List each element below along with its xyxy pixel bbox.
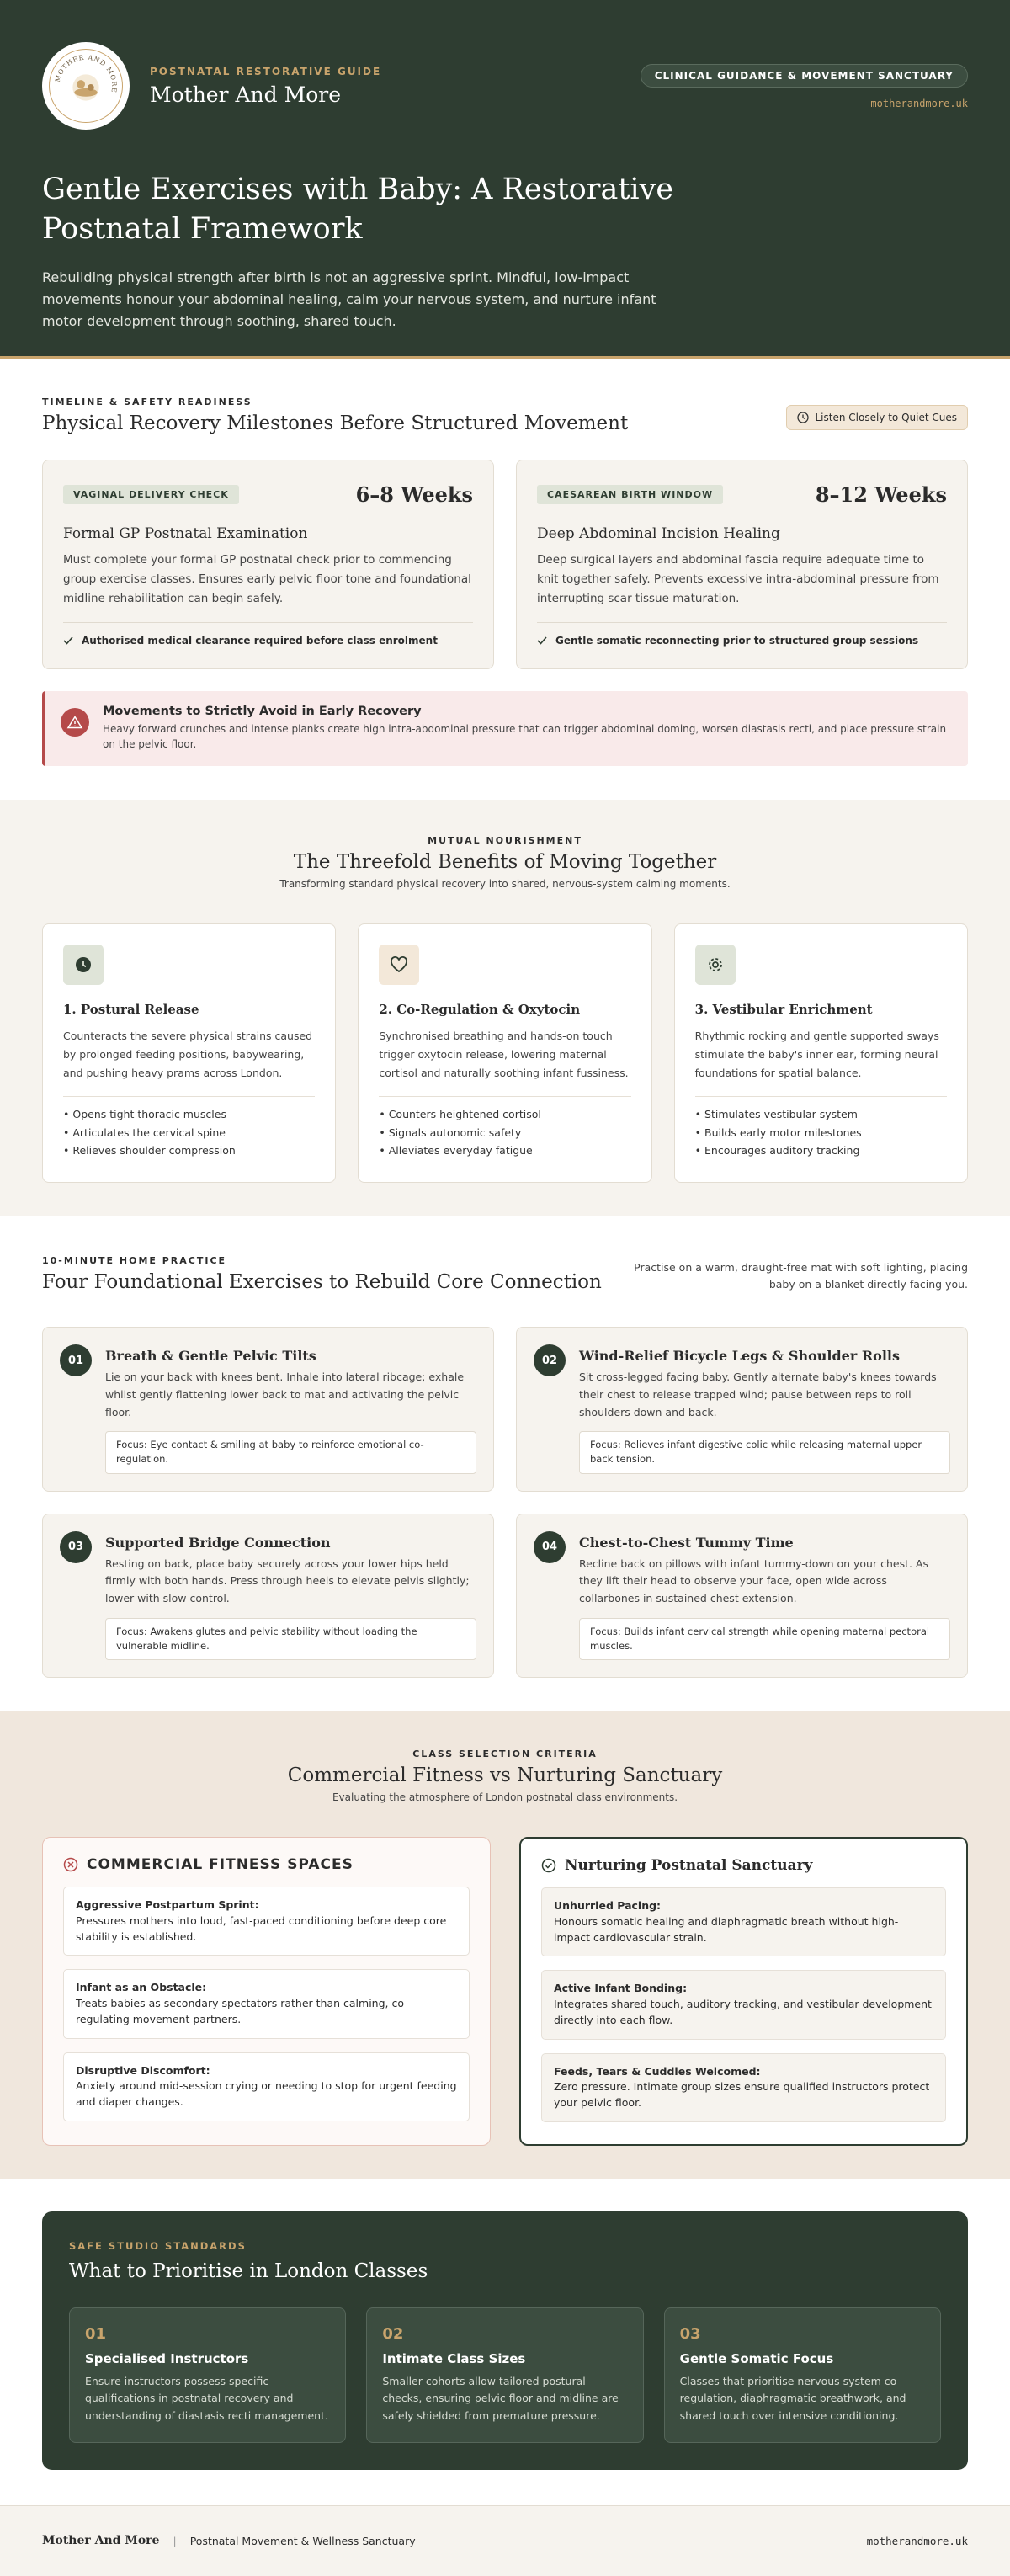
- item-text: Treats babies as secondary spectators rather than calming, co-regulating movement partners.: [76, 1997, 408, 2025]
- list-item: • Signals autonomic safety: [379, 1124, 630, 1142]
- milestone-weeks: 6–8 Weeks: [355, 482, 473, 507]
- commercial-item: [63, 2052, 470, 2121]
- check-icon: [63, 636, 73, 645]
- milestone-card: [42, 460, 494, 669]
- exercise-card: [516, 1514, 968, 1678]
- milestone-footer-text: Gentle somatic reconnecting prior to structured group sessions: [556, 634, 919, 647]
- heart-icon: [379, 945, 419, 985]
- milestone-footer: [63, 622, 473, 647]
- milestone-title: Deep Abdominal Incision Healing: [537, 525, 780, 542]
- benefit-title: 1. Postural Release: [63, 1002, 199, 1017]
- benefit-text: Synchronised breathing and hands-on touch trigger oxytocin release, lowering maternal cortisol and naturally soothing infant fussiness.: [379, 1030, 629, 1079]
- guidance-pill: CLINICAL GUIDANCE & MOVEMENT SANCTUARY: [641, 64, 968, 88]
- benefit-card: [674, 923, 968, 1183]
- list-item: • Opens tight thoracic muscles: [63, 1105, 315, 1124]
- item-title: Disruptive Discomfort:: [76, 2063, 210, 2077]
- milestone-tag: CAESAREAN BIRTH WINDOW: [537, 485, 723, 504]
- milestone-text: Must complete your formal GP postnatal check prior to commencing group exercise classes. Ensures early pelvic floor tone and foundational midline rehabilitation can begin safely.: [63, 553, 471, 605]
- comparison-label: CLASS SELECTION CRITERIA: [412, 1748, 598, 1759]
- check-icon: [537, 636, 547, 645]
- check-circle-icon: [541, 1858, 556, 1873]
- exercise-number: 04: [534, 1531, 566, 1563]
- item-text: Zero pressure. Intimate group sizes ensure qualified instructors protect your pelvic floor.: [554, 2080, 930, 2109]
- milestone-text: Deep surgical layers and abdominal fascia require adequate time to knit together safely. Prevents excessive intra-abdominal pressure from interrupting scar tissue maturation.: [537, 553, 939, 605]
- hero-right: [641, 64, 968, 109]
- standard-title: Intimate Class Sizes: [382, 2350, 526, 2366]
- exercises-note: Practise on a warm, draught-free mat with soft lighting, placing baby on a blanket directly facing you.: [634, 1261, 968, 1291]
- footer-brand: Mother And More: [42, 2534, 160, 2548]
- exercise-number: 02: [534, 1344, 566, 1376]
- footer-site-link[interactable]: motherandmore.uk: [866, 2534, 968, 2547]
- gear-icon: [695, 945, 736, 985]
- exercise-card: [42, 1514, 494, 1678]
- exercises-label: 10-MINUTE HOME PRACTICE: [42, 1255, 227, 1267]
- sanctuary-panel: [519, 1837, 968, 2146]
- milestones-title: Physical Recovery Milestones Before Structured Movement: [42, 412, 629, 434]
- benefits-label: MUTUAL NOURISHMENT: [428, 835, 582, 846]
- exercise-title: Breath & Gentle Pelvic Tilts: [105, 1348, 316, 1365]
- intro-text: Rebuilding physical strength after birth is not an aggressive sprint. Mindful, low-impact movements honour your abdominal healing, calm your nervous system, and nurture infant motor development through soothing, shared touch.: [42, 269, 656, 330]
- logo-ring-text: [50, 49, 122, 123]
- standard-text: Ensure instructors possess specific qualifications in postnatal recovery and understanding of diastasis recti management.: [85, 2374, 328, 2422]
- standard-title: Gentle Somatic Focus: [679, 2350, 834, 2366]
- benefit-card: [358, 923, 651, 1183]
- standard-number: 02: [382, 2324, 404, 2343]
- logo[interactable]: [42, 42, 130, 130]
- benefit-title: 2. Co-Regulation & Oxytocin: [379, 1002, 581, 1017]
- benefits-section: [0, 800, 1010, 1216]
- comparison-subtitle: Evaluating the atmosphere of London postnatal class environments.: [332, 1791, 678, 1803]
- list-item: • Counters heightened cortisol: [379, 1105, 630, 1124]
- item-text: Integrates shared touch, auditory tracking, and vestibular development directly into each flow.: [554, 1998, 932, 2026]
- milestone-footer: [537, 622, 947, 647]
- exercise-focus: Focus: Builds infant cervical strength while opening maternal pectoral muscles.: [579, 1618, 950, 1661]
- item-title: Infant as an Obstacle:: [76, 1981, 207, 1994]
- exercise-text: Resting on back, place baby securely across your lower hips held firmly with both hands. Press through heels to elevate pelvis slightly; lower with slow control.: [105, 1557, 470, 1605]
- sanctuary-item: [541, 1970, 946, 2039]
- exercise-title: Supported Bridge Connection: [105, 1534, 331, 1551]
- milestone-footer-text: Authorised medical clearance required before class enrolment: [82, 634, 438, 647]
- exercises-section: [0, 1216, 1010, 1711]
- close-circle-icon: [63, 1857, 78, 1872]
- milestone-card: [516, 460, 968, 669]
- exercise-card: [516, 1327, 968, 1491]
- exercise-number: 03: [60, 1531, 92, 1563]
- warning-text: Heavy forward crunches and intense planks create high intra-abdominal pressure that can trigger abdominal doming, worsen diastasis recti, and place pressure strain on the pelvic floor.: [103, 722, 947, 751]
- milestone-title: Formal GP Postnatal Examination: [63, 525, 308, 542]
- benefit-card: [42, 923, 336, 1183]
- list-item: • Encourages auditory tracking: [695, 1142, 947, 1160]
- exercise-card: [42, 1327, 494, 1491]
- list-item: • Alleviates everyday fatigue: [379, 1142, 630, 1160]
- comparison-section: [0, 1711, 1010, 2179]
- list-item: • Articulates the cervical spine: [63, 1124, 315, 1142]
- commercial-heading: [63, 1856, 470, 1873]
- commercial-panel: [42, 1837, 491, 2146]
- footer-tagline: Postnatal Movement & Wellness Sanctuary: [189, 2534, 416, 2547]
- footer-separator: |: [173, 2534, 177, 2547]
- standard-card: [366, 2307, 643, 2443]
- exercise-focus: Focus: Eye contact & smiling at baby to reinforce emotional co-regulation.: [105, 1431, 476, 1474]
- benefit-list: [63, 1096, 315, 1161]
- item-title: Active Infant Bonding:: [554, 1982, 688, 1995]
- standards-panel: [42, 2211, 968, 2470]
- list-item: • Builds early motor milestones: [695, 1124, 947, 1142]
- exercise-title: Wind-Relief Bicycle Legs & Shoulder Rolls: [579, 1348, 900, 1365]
- exercise-text: Sit cross-legged facing baby. Gently alternate baby's knees towards their chest to release trapped wind; pause between reps to roll shoulders down and back.: [579, 1370, 937, 1418]
- warning-title: Movements to Strictly Avoid in Early Recovery: [103, 704, 422, 718]
- standards-section: [0, 2179, 1010, 2505]
- brand-eyebrow: POSTNATAL RESTORATIVE GUIDE: [150, 65, 382, 77]
- exercise-title: Chest-to-Chest Tummy Time: [579, 1534, 794, 1551]
- benefit-list: [379, 1096, 630, 1161]
- standard-number: 01: [85, 2324, 107, 2343]
- quiet-cues-badge: [786, 405, 969, 430]
- avoid-warning: [42, 691, 968, 766]
- milestones-section: [0, 359, 1010, 800]
- standards-label: SAFE STUDIO STANDARDS: [69, 2239, 247, 2252]
- sanctuary-item: [541, 1887, 946, 1956]
- hero-header: [0, 0, 1010, 359]
- milestones-label: TIMELINE & SAFETY READINESS: [42, 397, 252, 407]
- footer: [0, 2505, 1010, 2576]
- svg-text:MOTHER AND MORE: MOTHER AND MORE: [53, 53, 119, 94]
- standard-text: Smaller cohorts allow tailored postural checks, ensuring pelvic floor and midline are safely shielded from premature pressure.: [382, 2374, 619, 2422]
- standard-card: [69, 2307, 346, 2443]
- exercises-title: Four Foundational Exercises to Rebuild Core Connection: [42, 1271, 602, 1294]
- item-title: Aggressive Postpartum Sprint:: [76, 1898, 259, 1911]
- logo-emblem: [49, 49, 123, 123]
- benefits-subtitle: Transforming standard physical recovery into shared, nervous-system calming moments.: [279, 878, 731, 890]
- benefit-text: Counteracts the severe physical strains caused by prolonged feeding positions, babywearing, and pushing heavy prams across London.: [63, 1030, 313, 1079]
- quiet-cues-label: Listen Closely to Quiet Cues: [815, 412, 957, 423]
- commercial-item: [63, 1887, 470, 1956]
- list-item: • Relieves shoulder compression: [63, 1142, 315, 1160]
- item-text: Honours somatic healing and diaphragmatic breath without high-impact cardiovascular strain.: [554, 1914, 899, 1944]
- commercial-item: [63, 1969, 470, 2038]
- sanctuary-item: [541, 2053, 946, 2122]
- item-text: Anxiety around mid-session crying or needing to stop for urgent feeding and diaper changes.: [76, 2079, 457, 2108]
- warning-icon: [61, 708, 89, 737]
- standard-card: [664, 2307, 941, 2443]
- item-text: Pressures mothers into loud, fast-paced conditioning before deep core stability is established.: [76, 1913, 447, 1943]
- milestone-weeks: 8–12 Weeks: [815, 482, 947, 507]
- exercise-focus: Focus: Awakens glutes and pelvic stability without loading the vulnerable midline.: [105, 1618, 476, 1661]
- item-title: Feeds, Tears & Cuddles Welcomed:: [554, 2064, 761, 2078]
- standard-number: 03: [679, 2324, 701, 2343]
- site-link[interactable]: motherandmore.uk: [870, 98, 968, 109]
- exercise-focus: Focus: Relieves infant digestive colic while releasing maternal upper back tension.: [579, 1431, 950, 1474]
- standard-title: Specialised Instructors: [85, 2350, 249, 2366]
- benefit-text: Rhythmic rocking and gentle supported sways stimulate the baby's inner ear, forming neural foundations for spatial balance.: [694, 1030, 939, 1079]
- item-title: Unhurried Pacing:: [554, 1899, 662, 1912]
- page-title: Gentle Exercises with Baby: A Restorative Postnatal Framework: [42, 173, 674, 247]
- brand-name: Mother And More: [150, 82, 341, 107]
- exercise-number: 01: [60, 1344, 92, 1376]
- benefit-list: [695, 1096, 947, 1161]
- comparison-title: Commercial Fitness vs Nurturing Sanctuary: [287, 1764, 723, 1786]
- list-item: • Stimulates vestibular system: [695, 1105, 947, 1124]
- exercise-text: Lie on your back with knees bent. Inhale into lateral ribcage; exhale whilst gently flattening lower back to mat and activating the pelvic floor.: [105, 1370, 465, 1418]
- exercise-text: Recline back on pillows with infant tummy-down on your chest. As they lift their head to observe your face, open wide across collarbones in sustained chest extension.: [579, 1557, 928, 1605]
- standard-text: Classes that prioritise nervous system co-regulation, diaphragmatic breathwork, and shared touch over intensive conditioning.: [679, 2374, 906, 2422]
- clock-icon: [63, 945, 104, 985]
- benefits-title: The Threefold Benefits of Moving Together: [293, 851, 717, 873]
- sanctuary-heading: [541, 1857, 946, 1874]
- standards-title: What to Prioritise in London Classes: [69, 2259, 428, 2282]
- benefit-title: 3. Vestibular Enrichment: [694, 1002, 873, 1017]
- milestone-tag: VAGINAL DELIVERY CHECK: [63, 485, 239, 504]
- sanctuary-title: Nurturing Postnatal Sanctuary: [565, 1857, 813, 1874]
- clock-icon: [797, 412, 809, 423]
- commercial-title: COMMERCIAL FITNESS SPACES: [87, 1856, 354, 1873]
